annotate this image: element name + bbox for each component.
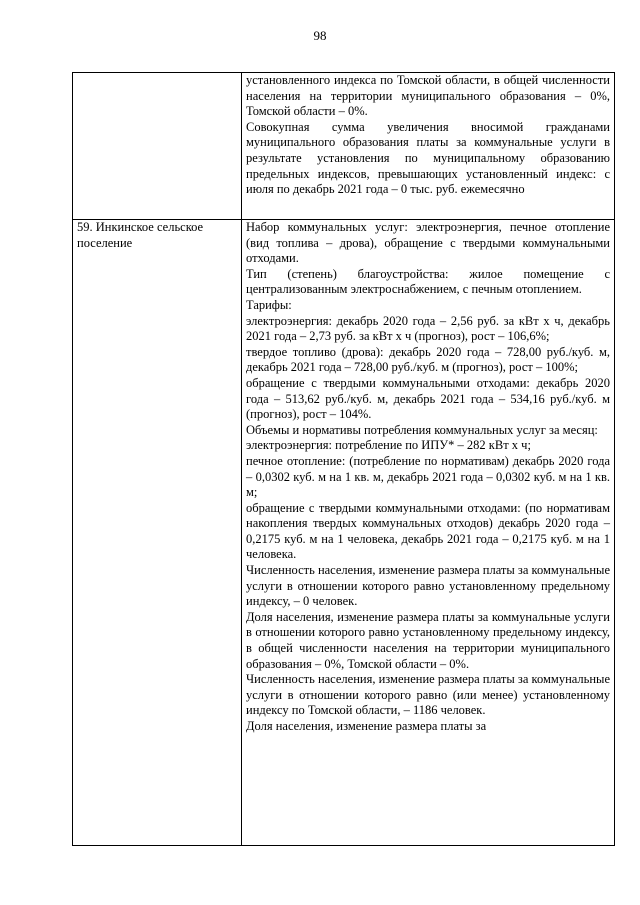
table-row [73, 73, 615, 220]
detail-paragraph: Численность населения, изменение размера платы за коммунальные услуги в отношении которого равно установленному предельному индексу, – 0 человек. [246, 563, 610, 609]
detail-paragraph: печное отопление: (потребление по нормативам) декабрь 2020 года – 0,0302 куб. м на 1 кв. м, декабрь 2021 года – 0,0302 куб. м на 1 кв. м; [246, 453, 610, 500]
municipality-details-cell [242, 220, 615, 846]
municipality-table [72, 72, 615, 846]
detail-paragraph: обращение с твердыми коммунальными отходами: (по нормативам накопления твердых коммунальных отходов) декабрь 2020 года – 0,2175 куб. м на 1 человека, декабрь 2021 года – 0,2175 куб. м на 1 человека. [246, 500, 610, 562]
page-number: 98 [313, 28, 327, 43]
municipality-details-cell [242, 73, 615, 220]
detail-paragraph: Совокупная сумма увеличения вносимой гражданами муниципального образования платы за коммунальные услуги в результате установления по муниципальному образованию предельных индексов, превышающих установленный индекс: с июля по декабрь 2021 года – 0 тыс. руб. ежемесячно [246, 119, 610, 197]
table-row [73, 220, 615, 846]
detail-paragraph: Доля населения, изменение размера платы за коммунальные услуги в отношении которого равно установленному предельному индексу, в общей численности населения на территории муниципального образования – 0%, Томской области – 0%. [246, 609, 610, 671]
detail-paragraph: обращение с твердыми коммунальными отходами: декабрь 2020 года – 513,62 руб./куб. м, декабрь 2021 года – 534,16 руб./куб. м (прогноз), рост – 104%. [246, 375, 610, 422]
detail-paragraph: Объемы и нормативы потребления коммунальных услуг за месяц: [246, 422, 598, 437]
detail-paragraph: Тарифы: [246, 297, 292, 312]
detail-paragraph: электроэнергия: потребление по ИПУ* – 282 кВт х ч; [246, 438, 531, 453]
detail-paragraph: твердое топливо (дрова): декабрь 2020 года – 728,00 руб./куб. м, декабрь 2021 года – 728,00 руб./куб. м (прогноз), рост – 100%; [246, 344, 610, 375]
detail-paragraph: электроэнергия: декабрь 2020 года – 2,56 руб. за кВт х ч, декабрь 2021 года – 2,73 руб. за кВт х ч (прогноз), рост – 106,6%; [246, 313, 610, 344]
municipality-name: 59. Инкинское сельское поселение [77, 220, 204, 250]
detail-paragraph: Тип (степень) благоустройства: жилое помещение с централизованным электроснабжением, с печным отоплением. [246, 266, 610, 297]
detail-paragraph: установленного индекса по Томской области, в общей численности населения на территории муниципального образования – 0%, Томской области – 0%. [246, 73, 610, 119]
municipality-name-cell [73, 220, 242, 846]
municipality-name-cell [73, 73, 242, 220]
detail-paragraph: Доля населения, изменение размера платы за [246, 719, 487, 733]
detail-paragraph: Набор коммунальных услуг: электроэнергия, печное отопление (вид топлива – дрова), обращение с твердыми коммунальными отходами. [246, 220, 610, 266]
detail-paragraph: Численность населения, изменение размера платы за коммунальные услуги в отношении которого равно (или менее) установленному индексу по Томской области, – 1186 человек. [246, 672, 610, 718]
